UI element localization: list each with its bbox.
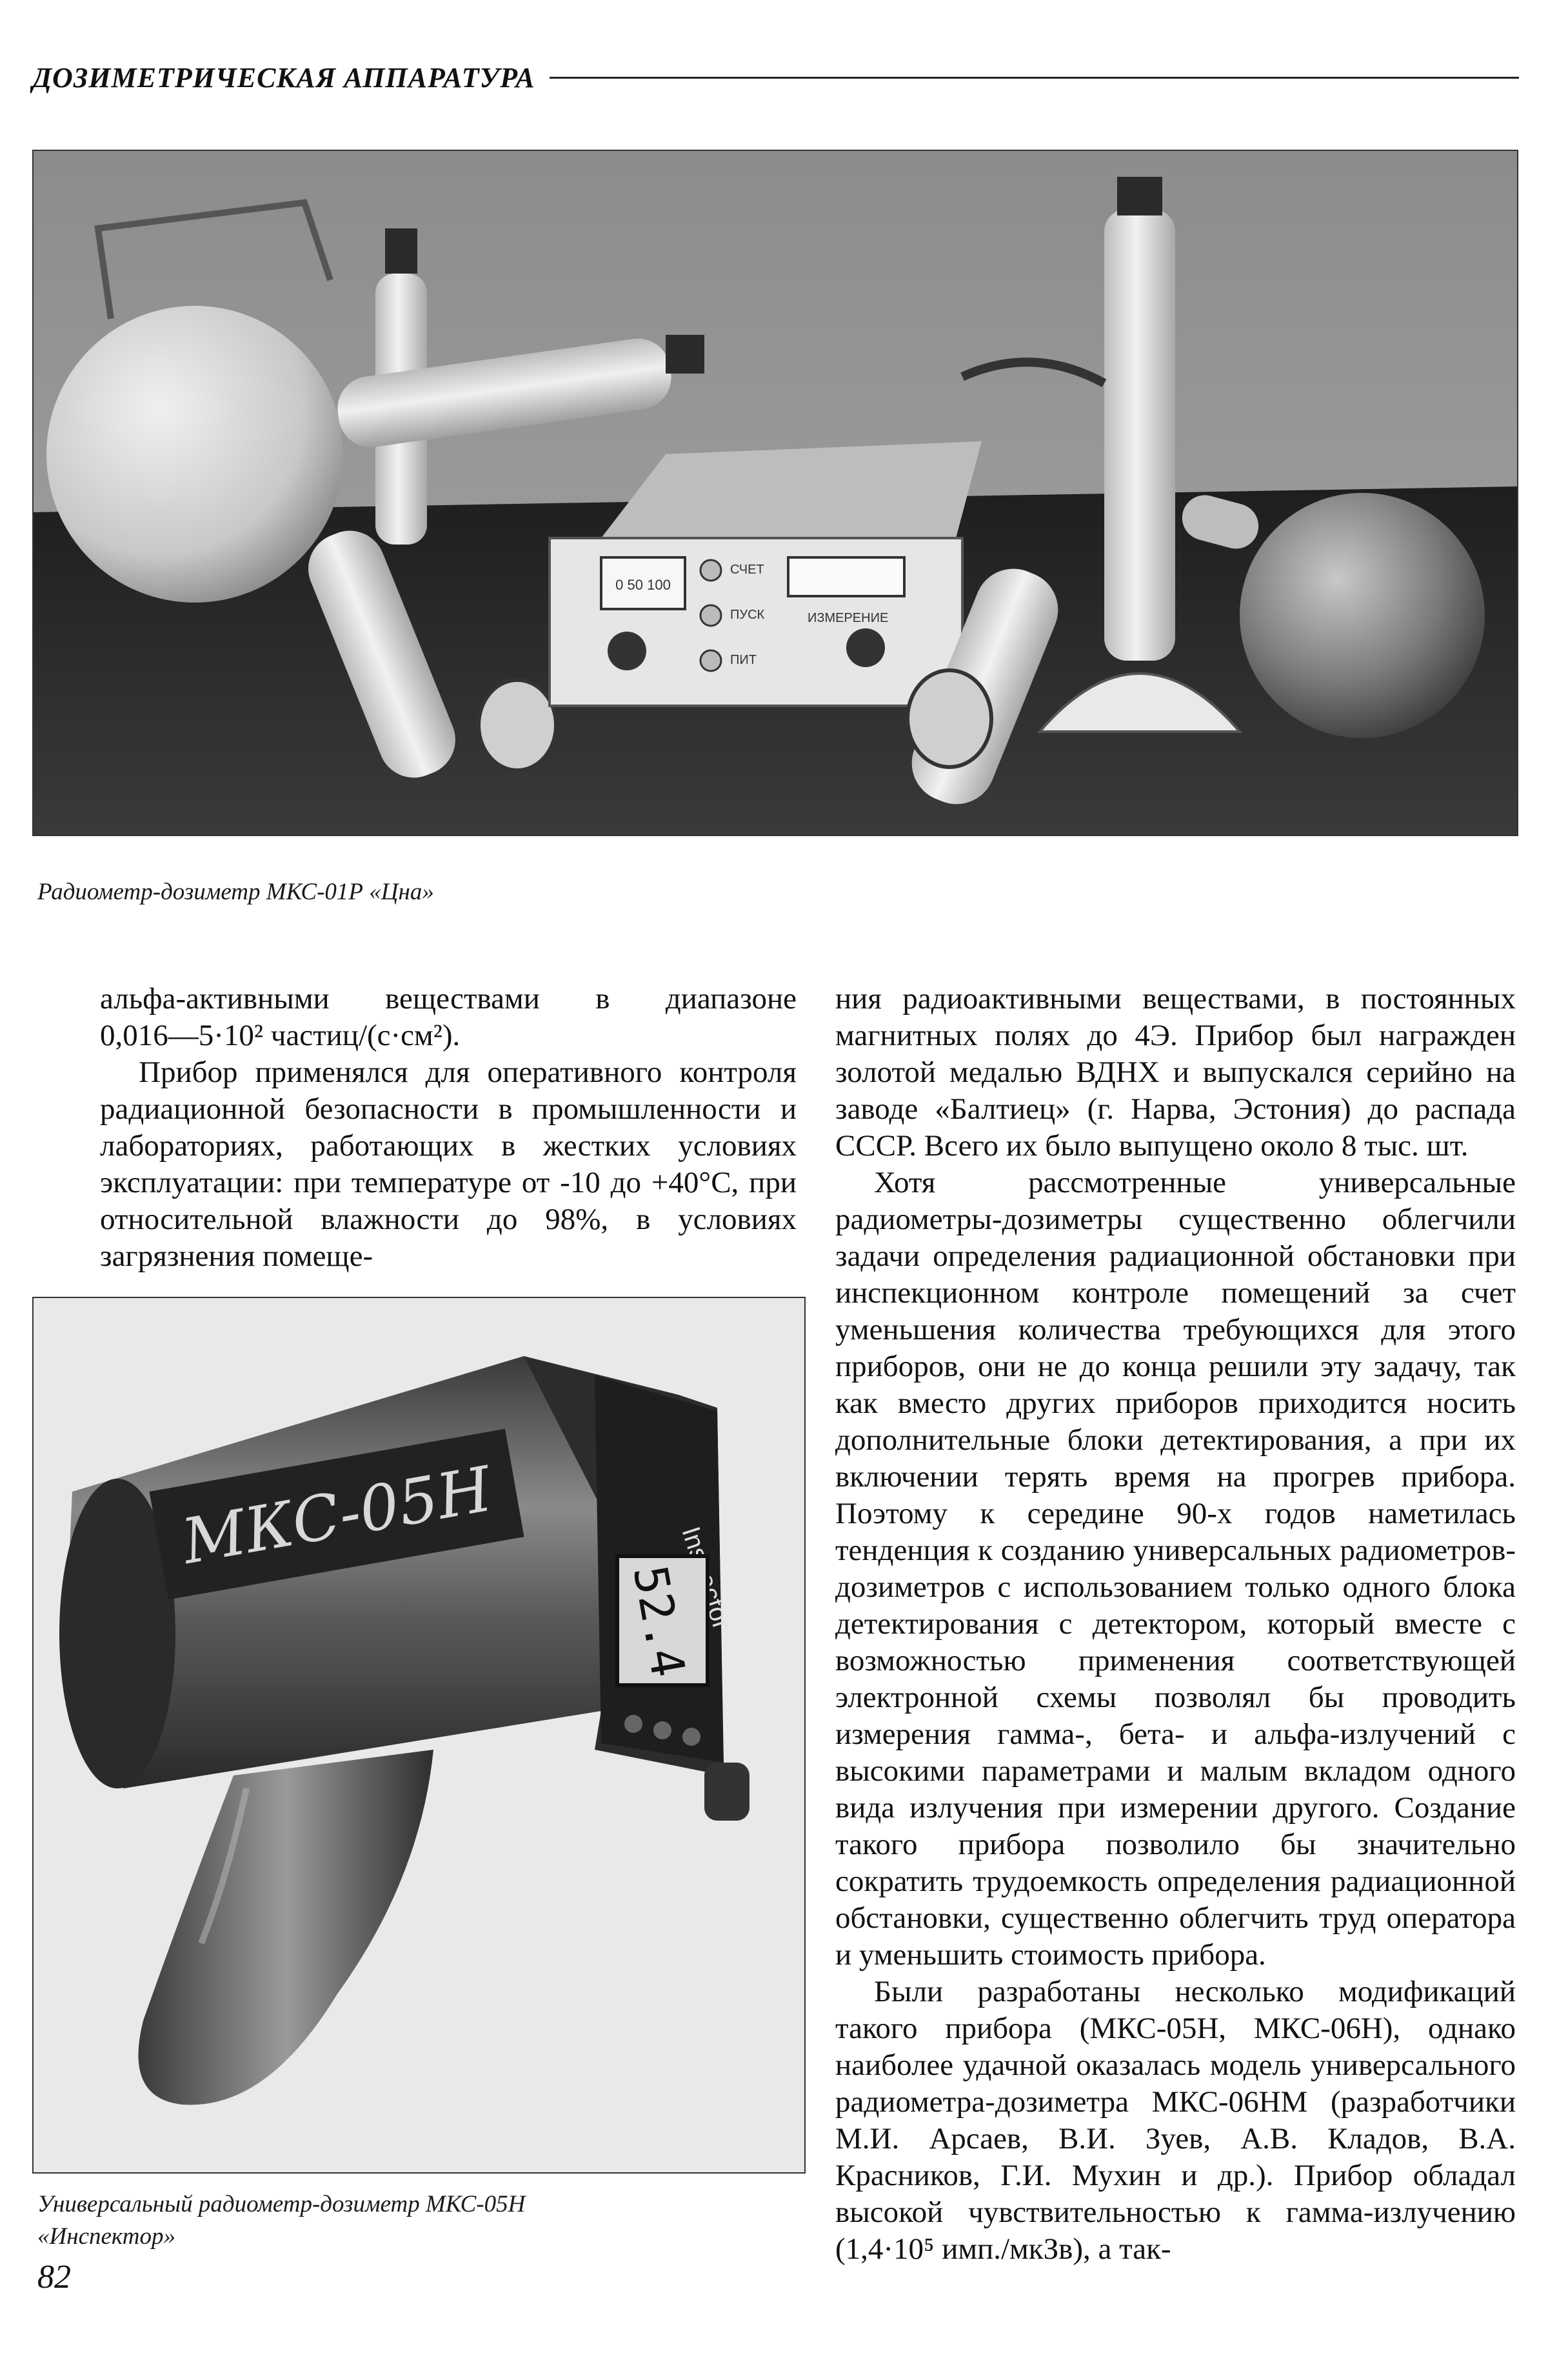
dial-scale-label: 0 50 100 [615, 577, 671, 593]
running-header [32, 58, 1519, 97]
panel-label-4: ИЗМЕРЕНИЕ [808, 611, 889, 625]
left-para-1-line-1: альфа-активными веществами в диапазоне [100, 982, 797, 1015]
caption-bottom-photo [37, 2188, 811, 2253]
left-column [100, 981, 797, 1275]
photo-mks-05n-drawing [34, 1298, 804, 2172]
left-para-1-line-2: 0,016—5·10² частиц/(с·см²). [100, 1019, 461, 1052]
caption-bottom-line-2: «Инспектор» [37, 2223, 175, 2250]
panel-label-3: ПИТ [730, 653, 757, 667]
photo-mks-01r [32, 150, 1518, 836]
panel-label-2: ПУСК [730, 608, 765, 622]
caption-top-photo: Радиометр-дозиметр МКС-01Р «Цна» [37, 879, 434, 905]
section-title: ДОЗИМЕТРИЧЕСКАЯ АППАРАТУРА [32, 61, 535, 94]
right-para-3: Были разработаны несколько модификаций такого прибора (МКС-05Н, МКС-06Н), однако наиболее удачной оказалась модель универсального радиометра-дозиметра МКС-06НМ (разработчики М.И. Арсаев, В.И. Зуев, А.В. Кладов, В.А. Красников, Г.И. Мухин и др.). Прибор обладал высокой чувствительностью к гамма-излучению (1,4·10⁵ имп./мкЗв), а так- [835, 1975, 1516, 2266]
page-number: 82 [37, 2259, 71, 2295]
photo-mks-01r-drawing [34, 151, 1517, 835]
header-rule [550, 77, 1519, 79]
right-column [835, 981, 1516, 2268]
caption-bottom-line-1: Универсальный радиометр-дозиметр МКС-05Н [37, 2191, 526, 2217]
left-para-2: Прибор применялся для оперативного контроля радиационной безопасности в промышленности и лабораториях, работающих в жестких условиях эксплуатации: при температуре от -10 до +40°С, при относительной влажности до 98%, в условиях загрязнения помеще- [100, 1055, 797, 1273]
right-para-2: Хотя рассмотренные универсальные радиометры-дозиметры существенно облегчили задачи определения радиационной обстановки при инспекционном контроле помещений за счет уменьшения количества требующихся для этого приборов, они не до конца решили эту задачу, так как вместо других приборов приходится носить дополнительные блоки детектирования, а при их включении терять время на прогрев прибора. Поэтому к середине 90-х годов наметилась тенденция к созданию универсальных радиометров-дозиметров с использованием только одного блока детектирования с детектором, который вместе с возможностью применения соответствующей электронной схемы позволял бы проводить измерения гамма-, бета- и альфа-излучений с высокими параметрами и малым вкладом одного вида излучения при измерении другого. Создание такого прибора позволило бы значительно сократить трудоемкость определения радиационной обстановки, существенно облегчить труд оператора и уменьшить стоимость прибора. [835, 1166, 1516, 1972]
photo-mks-05n [32, 1297, 806, 2174]
device-display-value: 52.4 [622, 1561, 696, 1681]
device-model-label: МКС-05Н [177, 1452, 497, 1579]
panel-label-1: СЧЕТ [730, 563, 764, 577]
right-para-1: ния радиоактивными веществами, в постоянных магнитных полях до 4Э. Прибор был награжден золотой медалью ВДНХ и выпускался серийно на заводе «Балтиец» (г. Нарва, Эстония) до распада СССР. Всего их было выпущено около 8 тыс. шт. [835, 982, 1516, 1163]
